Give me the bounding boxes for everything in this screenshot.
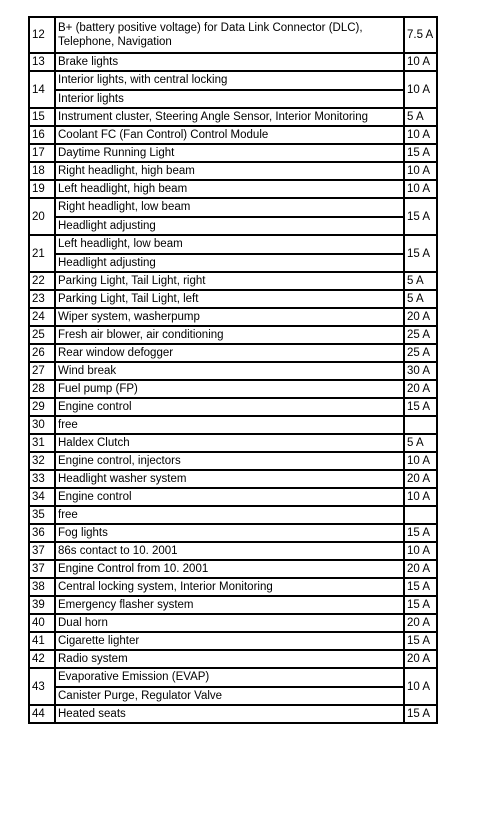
fuse-description [55, 560, 404, 578]
fuse-amperage: 20 A [404, 380, 437, 398]
fuse-row [29, 198, 437, 235]
fuse-description [55, 705, 404, 723]
fuse-description [55, 542, 404, 560]
fuse-row [29, 290, 437, 308]
fuse-number: 13 [29, 53, 55, 71]
fuse-number: 34 [29, 488, 55, 506]
fuse-row [29, 578, 437, 596]
fuse-row [29, 488, 437, 506]
fuse-description-line: Headlight adjusting [56, 253, 403, 271]
fuse-description-line: Cigarette lighter [58, 635, 140, 647]
fuse-number: 30 [29, 416, 55, 434]
fuse-description [55, 524, 404, 542]
fuse-description-line: Haldex Clutch [58, 437, 130, 449]
fuse-row [29, 17, 437, 53]
fuse-number: 31 [29, 434, 55, 452]
fuse-table [28, 16, 438, 724]
fuse-amperage: 15 A [404, 235, 437, 272]
fuse-description-line: Wind break [58, 365, 117, 377]
fuse-description [55, 17, 404, 53]
fuse-description [55, 668, 404, 705]
fuse-number: 28 [29, 380, 55, 398]
fuse-description-line: Fog lights [58, 527, 108, 539]
fuse-row [29, 668, 437, 705]
fuse-amperage: 20 A [404, 614, 437, 632]
fuse-number: 33 [29, 470, 55, 488]
fuse-row [29, 596, 437, 614]
fuse-amperage: 15 A [404, 198, 437, 235]
fuse-description [55, 596, 404, 614]
fuse-number: 39 [29, 596, 55, 614]
fuse-amperage: 10 A [404, 180, 437, 198]
fuse-row [29, 326, 437, 344]
fuse-number: 25 [29, 326, 55, 344]
fuse-amperage: 7.5 A [404, 17, 437, 53]
fuse-amperage: 25 A [404, 326, 437, 344]
fuse-description [55, 308, 404, 326]
fuse-number: 23 [29, 290, 55, 308]
fuse-amperage: 5 A [404, 434, 437, 452]
fuse-description [55, 326, 404, 344]
fuse-row [29, 524, 437, 542]
fuse-number: 36 [29, 524, 55, 542]
fuse-number: 18 [29, 162, 55, 180]
fuse-description-line: Left headlight, high beam [58, 183, 188, 195]
fuse-row [29, 398, 437, 416]
fuse-row [29, 380, 437, 398]
fuse-amperage: 5 A [404, 272, 437, 290]
fuse-amperage [404, 416, 437, 434]
fuse-number: 19 [29, 180, 55, 198]
fuse-description-line: B+ (battery positive voltage) for Data Link Connector (DLC), Telephone, Navigation [58, 22, 363, 48]
fuse-row [29, 144, 437, 162]
fuse-description-line: Parking Light, Tail Light, left [58, 293, 199, 305]
fuse-row [29, 126, 437, 144]
fuse-amperage: 20 A [404, 560, 437, 578]
fuse-description [55, 578, 404, 596]
fuse-description-line: Headlight washer system [58, 473, 187, 485]
fuse-row [29, 53, 437, 71]
fuse-row [29, 705, 437, 723]
fuse-description [55, 126, 404, 144]
fuse-description-line: free [58, 419, 78, 431]
fuse-row [29, 560, 437, 578]
fuse-row [29, 416, 437, 434]
fuse-number: 40 [29, 614, 55, 632]
fuse-number: 12 [29, 17, 55, 53]
fuse-description-line: Canister Purge, Regulator Valve [56, 686, 403, 704]
fuse-amperage: 10 A [404, 71, 437, 108]
fuse-number: 14 [29, 71, 55, 108]
fuse-amperage: 10 A [404, 452, 437, 470]
fuse-description [55, 650, 404, 668]
fuse-amperage: 10 A [404, 542, 437, 560]
fuse-amperage: 10 A [404, 488, 437, 506]
fuse-description-line: Left headlight, low beam [58, 238, 183, 250]
fuse-description-line: Interior lights, with central locking [58, 74, 228, 86]
fuse-description [55, 108, 404, 126]
fuse-row [29, 71, 437, 108]
fuse-number: 42 [29, 650, 55, 668]
fuse-description [55, 470, 404, 488]
fuse-description [55, 235, 404, 272]
fuse-row [29, 614, 437, 632]
fuse-number: 44 [29, 705, 55, 723]
fuse-row [29, 108, 437, 126]
fuse-description [55, 614, 404, 632]
fuse-description [55, 162, 404, 180]
fuse-description-line: Rear window defogger [58, 347, 174, 359]
fuse-amperage: 15 A [404, 705, 437, 723]
fuse-row [29, 452, 437, 470]
fuse-row [29, 506, 437, 524]
fuse-row [29, 308, 437, 326]
fuse-amperage: 10 A [404, 126, 437, 144]
fuse-amperage: 10 A [404, 162, 437, 180]
fuse-row [29, 362, 437, 380]
fuse-description [55, 452, 404, 470]
fuse-number: 26 [29, 344, 55, 362]
fuse-row [29, 180, 437, 198]
fuse-row [29, 434, 437, 452]
fuse-row [29, 470, 437, 488]
fuse-amperage: 25 A [404, 344, 437, 362]
fuse-description [55, 632, 404, 650]
fuse-description [55, 272, 404, 290]
fuse-amperage: 15 A [404, 524, 437, 542]
fuse-description [55, 290, 404, 308]
fuse-number: 16 [29, 126, 55, 144]
fuse-amperage: 20 A [404, 308, 437, 326]
fuse-description-line: 86s contact to 10. 2001 [58, 545, 178, 557]
fuse-description-line: Radio system [58, 653, 128, 665]
fuse-number: 20 [29, 198, 55, 235]
fuse-number: 41 [29, 632, 55, 650]
fuse-description-line: Headlight adjusting [56, 216, 403, 234]
fuse-number: 29 [29, 398, 55, 416]
fuse-description-line: Right headlight, low beam [58, 201, 191, 213]
fuse-description-line: free [58, 509, 78, 521]
fuse-row [29, 272, 437, 290]
fuse-row [29, 344, 437, 362]
fuse-description [55, 398, 404, 416]
fuse-description-line: Engine control [58, 491, 132, 503]
fuse-number: 17 [29, 144, 55, 162]
fuse-row [29, 162, 437, 180]
fuse-description-line: Parking Light, Tail Light, right [58, 275, 206, 287]
fuse-number: 35 [29, 506, 55, 524]
fuse-description-line: Dual horn [58, 617, 108, 629]
fuse-description-line: Right headlight, high beam [58, 165, 195, 177]
fuse-amperage: 10 A [404, 668, 437, 705]
fuse-amperage: 15 A [404, 596, 437, 614]
fuse-number: 37 [29, 542, 55, 560]
fuse-row [29, 632, 437, 650]
fuse-description-line: Central locking system, Interior Monitoring [58, 581, 273, 593]
fuse-amperage: 20 A [404, 650, 437, 668]
fuse-amperage: 15 A [404, 398, 437, 416]
fuse-number: 27 [29, 362, 55, 380]
fuse-table-body [29, 17, 437, 723]
fuse-description-line: Engine control, injectors [58, 455, 181, 467]
fuse-amperage: 5 A [404, 290, 437, 308]
fuse-description [55, 344, 404, 362]
fuse-description [55, 71, 404, 108]
fuse-number: 32 [29, 452, 55, 470]
fuse-description-line: Engine Control from 10. 2001 [58, 563, 209, 575]
fuse-description-line: Fuel pump (FP) [58, 383, 138, 395]
fuse-amperage: 10 A [404, 53, 437, 71]
fuse-description-line: Fresh air blower, air conditioning [58, 329, 224, 341]
fuse-number: 43 [29, 668, 55, 705]
fuse-description [55, 53, 404, 71]
fuse-number: 21 [29, 235, 55, 272]
fuse-description-line: Interior lights [56, 89, 403, 107]
fuse-description [55, 144, 404, 162]
fuse-description-line: Daytime Running Light [58, 147, 175, 159]
fuse-description [55, 180, 404, 198]
fuse-amperage: 30 A [404, 362, 437, 380]
fuse-amperage: 15 A [404, 578, 437, 596]
fuse-number: 24 [29, 308, 55, 326]
fuse-description-line: Wiper system, washerpump [58, 311, 200, 323]
fuse-description-line: Evaporative Emission (EVAP) [58, 671, 210, 683]
fuse-description-line: Engine control [58, 401, 132, 413]
fuse-number: 15 [29, 108, 55, 126]
fuse-amperage: 20 A [404, 470, 437, 488]
fuse-description [55, 506, 404, 524]
fuse-description-line: Emergency flasher system [58, 599, 194, 611]
fuse-description [55, 434, 404, 452]
fuse-description-line: Instrument cluster, Steering Angle Sensor, Interior Monitoring [58, 111, 369, 123]
fuse-amperage: 15 A [404, 144, 437, 162]
fuse-description [55, 488, 404, 506]
fuse-description-line: Heated seats [58, 708, 126, 720]
fuse-row [29, 542, 437, 560]
fuse-description [55, 198, 404, 235]
fuse-number: 37 [29, 560, 55, 578]
fuse-number: 38 [29, 578, 55, 596]
fuse-row [29, 650, 437, 668]
fuse-amperage [404, 506, 437, 524]
fuse-description [55, 380, 404, 398]
fuse-amperage: 15 A [404, 632, 437, 650]
fuse-description [55, 362, 404, 380]
fuse-description-line: Brake lights [58, 56, 119, 68]
fuse-amperage: 5 A [404, 108, 437, 126]
fuse-description-line: Coolant FC (Fan Control) Control Module [58, 129, 269, 141]
fuse-row [29, 235, 437, 272]
fuse-description [55, 416, 404, 434]
fuse-number: 22 [29, 272, 55, 290]
